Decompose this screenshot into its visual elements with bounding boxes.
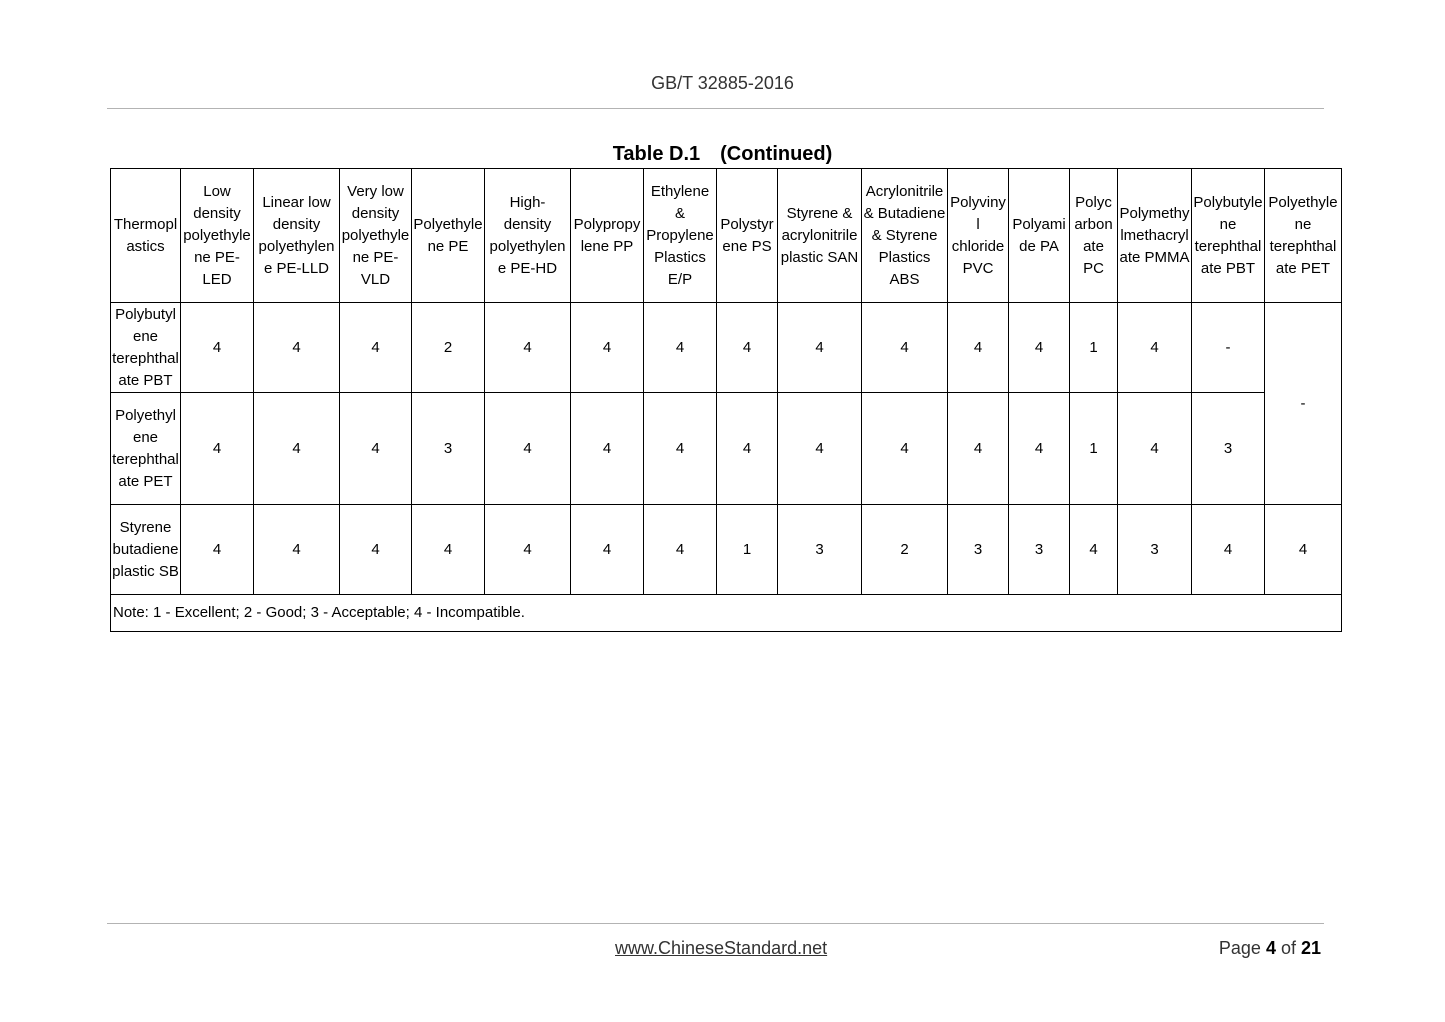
table-cell: 4 <box>340 505 412 595</box>
table-row <box>111 505 1342 595</box>
table-cell: 1 <box>1070 303 1118 393</box>
table-cell: 2 <box>412 303 485 393</box>
table-cell-merged: - <box>1265 303 1342 505</box>
column-header: Very low density polyethylene PE-VLD <box>340 169 412 303</box>
column-header: Polyvinyl chloride PVC <box>948 169 1009 303</box>
table-cell: 4 <box>254 303 340 393</box>
table-cell: 3 <box>778 505 862 595</box>
table-cell: 4 <box>717 393 778 505</box>
table-cell: 3 <box>1192 393 1265 505</box>
table-cell: 4 <box>1265 505 1342 595</box>
column-header: Styrene & acrylonitrile plastic SAN <box>778 169 862 303</box>
table-cell: 4 <box>485 393 571 505</box>
table-cell: 4 <box>1009 303 1070 393</box>
table-cell: 4 <box>1192 505 1265 595</box>
header-divider <box>107 108 1324 109</box>
page-prefix: Page <box>1218 938 1266 958</box>
table-cell: 4 <box>571 505 644 595</box>
column-header: Polystyrene PS <box>717 169 778 303</box>
table-cell: 4 <box>1009 393 1070 505</box>
column-header: Polybutylene terephthalate PBT <box>1192 169 1265 303</box>
table-cell: 4 <box>485 303 571 393</box>
table-cell: 4 <box>1118 303 1192 393</box>
column-header: Polypropylene PP <box>571 169 644 303</box>
column-header: Low density polyethylene PE-LED <box>181 169 254 303</box>
row-label: Polybutylene terephthalate PBT <box>111 303 181 393</box>
column-header: Polyethylene terephthalate PET <box>1265 169 1342 303</box>
table-cell: 4 <box>254 393 340 505</box>
page-number <box>1219 938 1321 959</box>
table-cell: - <box>1192 303 1265 393</box>
table-cell: 4 <box>862 303 948 393</box>
column-header: Polycarbonate PC <box>1070 169 1118 303</box>
table-cell: 4 <box>778 303 862 393</box>
table-cell: 4 <box>1070 505 1118 595</box>
table-cell: 4 <box>644 393 717 505</box>
table-cell: 4 <box>948 393 1009 505</box>
table-cell: 4 <box>778 393 862 505</box>
table-cell: 3 <box>412 393 485 505</box>
table-cell: 1 <box>717 505 778 595</box>
column-header: Polyamide PA <box>1009 169 1070 303</box>
column-header: Thermoplastics <box>111 169 181 303</box>
table-cell: 4 <box>644 303 717 393</box>
column-header: Linear low density polyethylene PE-LLD <box>254 169 340 303</box>
table-cell: 4 <box>254 505 340 595</box>
column-header: Polyethylene PE <box>412 169 485 303</box>
table-cell: 4 <box>862 393 948 505</box>
table-note: Note: 1 - Excellent; 2 - Good; 3 - Acceptable; 4 - Incompatible. <box>111 595 1342 632</box>
page-of: of <box>1275 938 1301 958</box>
table-cell: 4 <box>412 505 485 595</box>
footer-divider <box>107 923 1324 924</box>
table-cell: 4 <box>571 393 644 505</box>
column-header: Polymethylmethacrylate PMMA <box>1118 169 1192 303</box>
table-cell: 4 <box>181 303 254 393</box>
column-header: High-density polyethylene PE-HD <box>485 169 571 303</box>
table-cell: 4 <box>485 505 571 595</box>
table-row <box>111 303 1342 393</box>
compatibility-table <box>110 168 1342 632</box>
table-caption: Table D.1 (Continued) <box>612 143 833 165</box>
table-cell: 2 <box>862 505 948 595</box>
header-row <box>111 169 1342 303</box>
table-cell: 1 <box>1070 393 1118 505</box>
page-current: 4 <box>1265 938 1276 958</box>
table-cell: 4 <box>948 303 1009 393</box>
table-cell: 4 <box>181 393 254 505</box>
table-cell: 3 <box>1118 505 1192 595</box>
table-row <box>111 393 1342 505</box>
table-cell: 4 <box>644 505 717 595</box>
column-header: Ethylene & Propylene Plastics E/P <box>644 169 717 303</box>
table-cell: 3 <box>948 505 1009 595</box>
column-header: Acrylonitrile & Butadiene & Styrene Plastics ABS <box>862 169 948 303</box>
row-label: Styrene butadiene plastic SB <box>111 505 181 595</box>
table-cell: 3 <box>1009 505 1070 595</box>
note-row <box>111 595 1342 632</box>
table-cell: 4 <box>717 303 778 393</box>
table-cell: 4 <box>181 505 254 595</box>
page-total: 21 <box>1300 938 1321 958</box>
table-cell: 4 <box>340 393 412 505</box>
table-cell: 4 <box>571 303 644 393</box>
table-cell: 4 <box>1118 393 1192 505</box>
website-link[interactable]: www.ChineseStandard.net <box>615 938 828 958</box>
document-id: GB/T 32885-2016 <box>651 73 794 93</box>
table-cell: 4 <box>340 303 412 393</box>
row-label: Polyethylene terephthalate PET <box>111 393 181 505</box>
